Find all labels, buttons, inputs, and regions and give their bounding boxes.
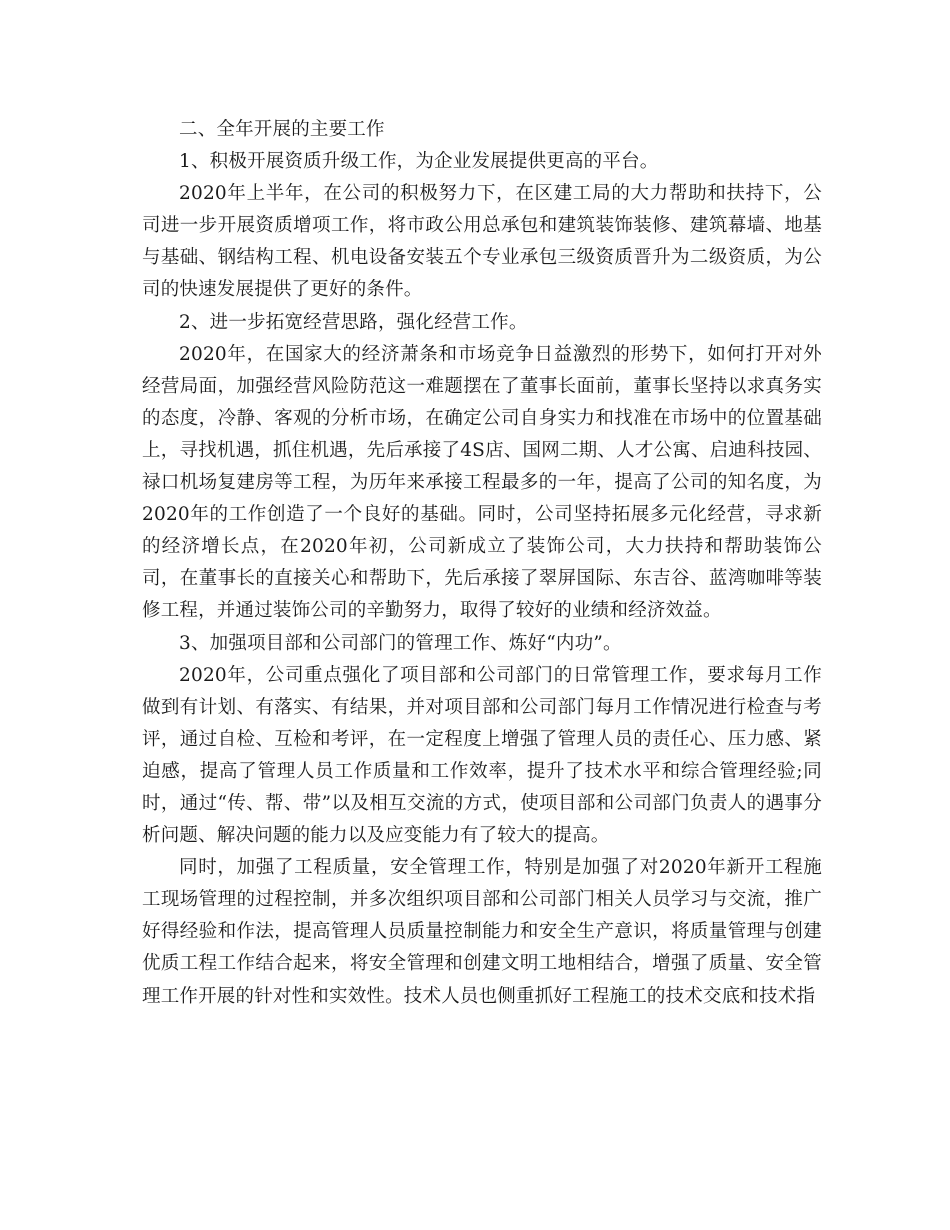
body-paragraph-operations: 2020年，在国家大的经济萧条和市场竞争日益激烈的形势下，如何打开对外经营局面，加强经营风险防范这一难题摆在了董事长面前，董事长坚持以求真务实的态度，冷静、客观的分析市场，在确定公司自身实力和找准在市场中的位置基础上，寻找机遇，抓住机遇，先后承接了4S店、国网二期、人才公寓、启迪科技园、禄口机场复建房等工程，为历年来承接工程最多的一年，提高了公司的知名度，为2020年的工作创造了一个良好的基础。同时，公司坚持拓展多元化经营，寻求新的经济增长点，在2020年初，公司新成立了装饰公司，大力扶持和帮助装饰公司，在董事长的直接关心和帮助下，先后承接了翠屏国际、东吉谷、蓝湾咖啡等装修工程，并通过装饰公司的辛勤努力，取得了较好的业绩和经济效益。 xyxy=(142,343,822,622)
subsection-heading-1: 1、积极开展资质升级工作，为企业发展提供更高的平台。 xyxy=(179,151,659,173)
body-paragraph-quality-safety: 同时，加强了工程质量，安全管理工作，特别是加强了对2020年新开工程施工现场管理的过程控制，并多次组织项目部和公司部门相关人员学习与交流，推广好得经验和作法，提高管理人员质量控制能力和安全生产意识，将质量管理与创建优质工程工作结合起来，将安全管理和创建文明工地相结合，增强了质量、安全管理工作开展的针对性和实效性。技术人员也侧重抓好工程施工的技术交底和技术指 xyxy=(142,857,822,1007)
body-paragraph-management: 2020年，公司重点强化了项目部和公司部门的日常管理工作，要求每月工作做到有计划、有落实、有结果，并对项目部和公司部门每月工作情况进行检查与考评，通过自检、互检和考评，在一定程度上增强了管理人员的责任心、压力感、紧迫感，提高了管理人员工作质量和工作效率，提升了技术水平和综合管理经验;同时，通过“传、帮、带”以及相互交流的方式，使项目部和公司部门负责人的遇事分析问题、解决问题的能力以及应变能力有了较大的提高。 xyxy=(142,664,822,847)
section-heading: 二、全年开展的主要工作 xyxy=(179,119,385,140)
body-paragraph-qualification: 2020年上半年，在公司的积极努力下，在区建工局的大力帮助和扶持下，公司进一步开展资质增项工作，将市政公用总承包和建筑装饰装修、建筑幕墙、地基与基础、钢结构工程、机电设备安装五个专业承包三级资质晋升为二级资质，为公司的快速发展提供了更好的条件。 xyxy=(142,183,822,301)
subsection-heading-3: 3、加强项目部和公司部门的管理工作、炼好“内功”。 xyxy=(179,632,622,654)
subsection-heading-2: 2、进一步拓宽经营思路，强化经营工作。 xyxy=(179,311,528,333)
document-body xyxy=(142,114,822,1013)
